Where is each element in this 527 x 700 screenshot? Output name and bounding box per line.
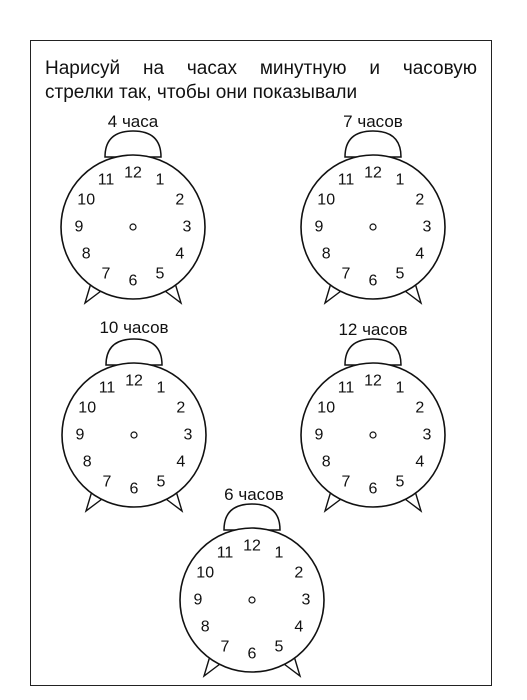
dial-number: 4	[294, 618, 304, 636]
dial-number: 11	[97, 171, 115, 189]
clock-bell	[105, 131, 161, 157]
dial-number: 3	[422, 426, 432, 444]
dial-number: 1	[156, 379, 166, 397]
dial-number: 11	[98, 379, 116, 397]
alarm-clock-3	[62, 339, 206, 511]
dial-number: 2	[294, 564, 304, 582]
dial-number: 5	[274, 638, 284, 656]
alarm-clock-2	[301, 131, 445, 303]
clock-bell	[345, 339, 401, 365]
clock-label-2: 7 часов	[343, 112, 403, 131]
dial-number: 12	[364, 372, 382, 390]
clock-label-1: 4 часа	[107, 112, 159, 131]
clock-bell	[106, 339, 162, 365]
dial-number: 9	[314, 426, 324, 444]
dial-number: 11	[337, 379, 355, 397]
dial-number: 3	[183, 426, 193, 444]
dial-number: 7	[101, 265, 111, 283]
dial-number: 6	[368, 272, 378, 290]
dial-number: 9	[74, 218, 84, 236]
dial-number: 5	[156, 473, 166, 491]
dial-number: 1	[274, 544, 284, 562]
dial-number: 11	[337, 171, 355, 189]
dial-number: 10	[317, 399, 336, 417]
clock-center-dot	[249, 597, 255, 603]
clock-bell	[345, 131, 401, 157]
dial-number: 11	[216, 544, 234, 562]
dial-number: 12	[364, 164, 382, 182]
clock-bell	[224, 504, 280, 530]
dial-number: 4	[415, 245, 425, 263]
clock-label-3: 10 часов	[99, 318, 169, 337]
dial-number: 8	[200, 618, 210, 636]
dial-number: 5	[395, 265, 405, 283]
dial-number: 1	[395, 379, 405, 397]
dial-number: 4	[415, 453, 425, 471]
alarm-clock-4	[301, 339, 445, 511]
dial-number: 8	[321, 245, 331, 263]
dial-number: 6	[128, 272, 138, 290]
dial-number: 6	[368, 480, 378, 498]
dial-number: 12	[243, 537, 261, 555]
dial-number: 7	[341, 473, 351, 491]
dial-number: 3	[422, 218, 432, 236]
dial-number: 5	[155, 265, 165, 283]
dial-number: 1	[155, 171, 165, 189]
instruction-line-1: Нарисуй на часах минутную и часовую	[45, 58, 477, 79]
dial-number: 5	[395, 473, 405, 491]
alarm-clock-1	[61, 131, 205, 303]
clock-center-dot	[370, 432, 376, 438]
dial-number: 7	[220, 638, 230, 656]
clock-label-5: 6 часов	[224, 485, 284, 504]
clock-center-dot	[370, 224, 376, 230]
dial-number: 3	[182, 218, 192, 236]
dial-number: 10	[77, 191, 96, 209]
dial-number: 7	[102, 473, 112, 491]
clock-center-dot	[130, 224, 136, 230]
dial-number: 8	[82, 453, 92, 471]
dial-number: 6	[129, 480, 139, 498]
dial-number: 6	[247, 645, 257, 663]
instruction-line-2: стрелки так, чтобы они показывали	[45, 82, 358, 103]
dial-number: 2	[175, 191, 185, 209]
dial-number: 2	[176, 399, 186, 417]
dial-number: 12	[124, 164, 142, 182]
dial-number: 8	[81, 245, 91, 263]
dial-number: 2	[415, 399, 425, 417]
clock-center-dot	[131, 432, 137, 438]
dial-number: 4	[175, 245, 185, 263]
dial-number: 3	[301, 591, 311, 609]
dial-number: 10	[196, 564, 215, 582]
dial-number: 9	[314, 218, 324, 236]
dial-number: 7	[341, 265, 351, 283]
clock-label-4: 12 часов	[338, 320, 408, 339]
dial-number: 9	[75, 426, 85, 444]
dial-number: 9	[193, 591, 203, 609]
dial-number: 1	[395, 171, 405, 189]
dial-number: 2	[415, 191, 425, 209]
dial-number: 4	[176, 453, 186, 471]
dial-number: 10	[317, 191, 336, 209]
dial-number: 8	[321, 453, 331, 471]
alarm-clock-5	[180, 504, 324, 676]
dial-number: 10	[78, 399, 97, 417]
dial-number: 12	[125, 372, 143, 390]
